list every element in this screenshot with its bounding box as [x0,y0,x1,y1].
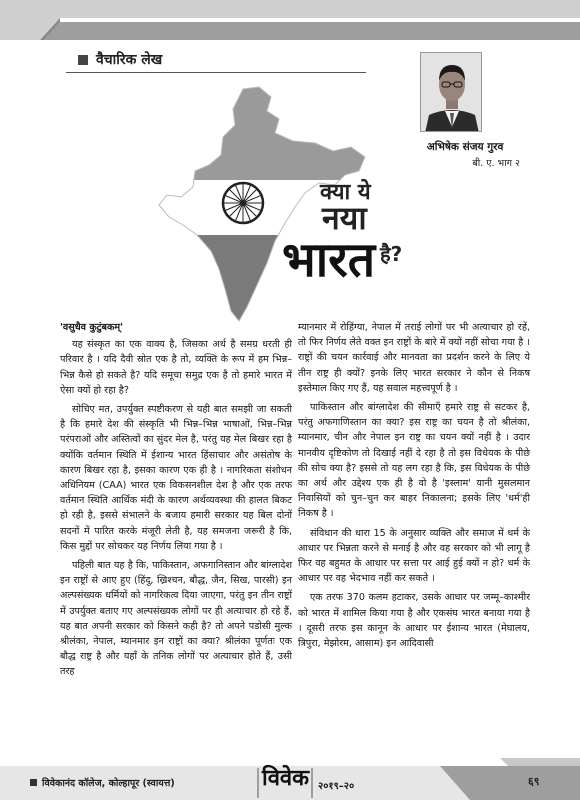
body-column-right [298,320,530,655]
opening-quote: 'वसुधैव कुटुंबकम्' [60,322,124,333]
top-decorative-band [0,0,580,40]
author-photo [420,52,482,132]
body-column-left [60,320,292,684]
magazine-year: २०१९–२० [318,781,355,792]
article-title-line-3: भारत [282,232,376,288]
body-paragraph: म्यानमार में रोहिंग्या, नेपाल में तराई लोगों पर भी अत्याचार हो रहें, तो फिर निर्णय लेते वक्त इन राष्ट्रों के बारे में क्यों नहीं सोचा गया है । राष्ट्रों की चयन कार्रवाई और मानवता का प्रदर्शन करने के लिए ये तीन राष्ट्र ही क्यों? इनके लिए भारत सरकार ने कौन से निकष इस्तेमाल किए गए हैं, यह सवाल महत्त्वपूर्ण है । [298,322,530,394]
body-paragraph: यह संस्कृत का एक वाक्य है, जिसका अर्थ है समग्र धरती ही परिवार है । यदि दैवी स्रोत एक है तो, व्यक्ति के रूप में हम भिन्न–भिन्न कैसे हो सकते है? यदि समूचा समुद्र एक है तो हमारे भारत में ऐसा क्यों हो रहा है? [60,339,292,396]
body-paragraph: सोचिए मत, उपर्युक्त स्पष्टीकरण से यही बात समझी जा सकती है कि हमारे देश की संस्कृति भी भिन्न–भिन्न भाषाओं, भिन्न–भिन्न परंपराओं और अस्तित्वों का सुंदर मेल है, परंतु यह मेल बिखर रहा है क्योंकि वर्तमान स्थिति में ईशान्य भारत हिंसाचार और असंतोष के कारण बिखर रहा है, इसका कारण एक ही है । नागरिकता संशोधन अधिनियम (CAA) भारत एक विकसनशील देश है और एक तरफ वर्तमान स्थिति आर्थिक मंदी के कारण अर्थव्यवस्था की हालत बिकट हो रही है, इससे संभालने के बजाय हमारी सरकार यह बिल दोनों सदनों में पारित करके मंजूरी लेती है, यह समजना जरूरी है कि, किस मुद्दों पर सोचकर यह निर्णय लिया गया है । [60,404,292,552]
magazine-logo: विवेक [262,766,310,791]
ashoka-chakra-icon [223,183,263,223]
article-title-line-1: क्या ये [320,180,371,205]
body-paragraph: संविधान की धारा 15 के अनुसार व्यक्ति और समाज में धर्म के आधार पर भिन्नता करने से मनाई है और वह सरकार को भी लागू है फिर वह बहुमत के आधार पर सत्ता पर आई हुई क्यों न हो? धर्म के आधार पर वह भेदभाव नहीं कर सकते । [298,527,530,585]
page-number: ६९ [528,775,540,788]
article-title-line-4: है? [380,242,403,266]
body-paragraph: पहिली बात यह है कि, पाकिस्तान, अफगानिस्तान और बांग्लादेश इन राष्ट्रों से आए हुए (हिंदु, ख्रिश्चन, बौद्ध, जैन, सिख, पारसी) इन अल्पसंख्यक धर्मियों को नागरिकत्व दिया जाएगा, परंतु इन तीन राष्ट्रों में उपर्युक्त बताए गए अल्पसंख्यक लोगों पर ही अत्याचार हो रहे हैं, यह बात अपनी सरकार को किसने कही है? तो अपने पडोसी मुल्क श्रीलंका, नेपाल, म्यानमार इन राष्ट्रों का क्या? श्रीलंका पूर्णतः एक बौद्ध राष्ट्र है और यहाँ के तनिक लोगों पर अत्याचार होते हैं, उसी तरह [60,560,292,678]
body-paragraph: पाकिस्तान और बांग्लादेश की सीमाएँ हमारे राष्ट्र से सटकर है, परंतु अफगाणिस्तान का क्या? इस राष्ट्र का चयन है तो श्रीलंका, म्यानमार, चीन और नेपाल इन राष्ट्र का चयन क्यों नहीं है । उदार मानवीय दृष्टिकोण तो दिखाई नहीं दे रहा है तो इस विधेयक के पीछे की सोच क्या है? इससे तो यह लग रहा है कि, इस विधेयक के पीछे का अर्थ और उद्देश्य एक ही है वो है 'इस्लाम' यानी मुसलमान निवासियों को चुन–चुन कर बाहर निकालना; इसके लिए 'धर्म'ही निकष है । [298,402,530,520]
author-class: बी. ए. भाग २ [472,158,520,169]
footer-college-label [30,776,175,789]
square-bullet-icon [30,779,37,786]
college-name: विवेकानंद कॉलेज, कोल्हापूर (स्वायत्त) [42,778,175,789]
body-paragraph: एक तरफ 370 कलम हटाकर, उसके आधार पर जम्मू–काश्मीर को भारत में शामिल किया गया है और एकसंघ भारत बनाया गया है । दूसरी तरफ इस कानून के आधार पर ईशान्य भारत (मेघालय, त्रिपुरा, मेझोरम, आसाम) इन आदिवासी [298,592,530,650]
article-title-line-2: नया [322,199,367,237]
author-name: अभिषेक संजय गुरव [426,141,504,153]
section-label: वैचारिक लेख [96,52,163,68]
section-header [66,47,366,73]
square-bullet-icon [78,55,88,65]
